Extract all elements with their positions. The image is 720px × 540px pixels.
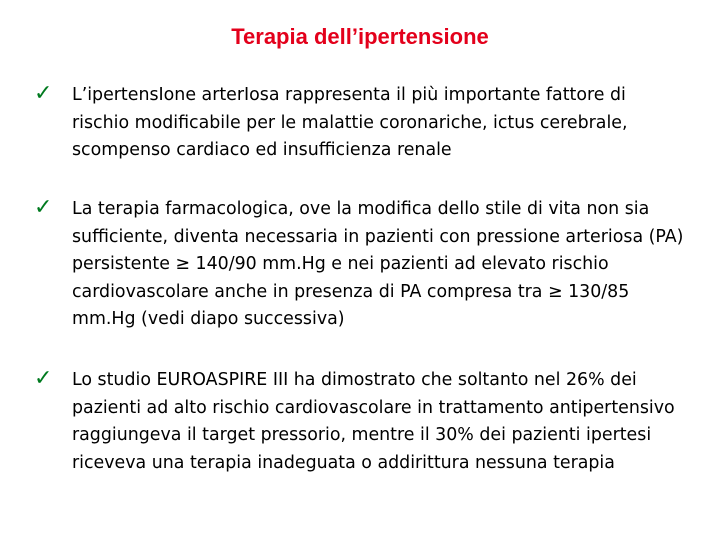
bullet-text: L’ipertensIone arterIosa rappresenta il più importante fattore di rischio modificabile per le malattie coronariche, ictus cerebrale, scompenso cardiaco ed insufficienza renale: [72, 85, 628, 160]
checkmark-icon: ✓: [34, 81, 53, 106]
slide-title: Terapia dell’ipertensione: [231, 24, 489, 49]
bullet-text: La terapia farmacologica, ove la modifica dello stile di vita non sia sufficiente, diventa necessaria in pazienti con pressione arteriosa (PA) persistente ≥ 140/90 mm.Hg e nei pazienti ad elevato rischio cardiovascolare anche in presenza di PA compresa tra ≥ 130/85 mm.Hg (vedi diapo successiva): [72, 199, 684, 329]
checkmark-icon: ✓: [34, 195, 53, 220]
bullet-text: Lo studio EUROASPIRE III ha dimostrato che soltanto nel 26% dei pazienti ad alto rischio cardiovascolare in trattamento antipertensivo raggiungeva il target pressorio, mentre il 30% dei pazienti ipertesi riceveva una terapia inadeguata o addirittura nessuna terapia: [72, 370, 675, 473]
checkmark-icon: ✓: [34, 366, 53, 391]
